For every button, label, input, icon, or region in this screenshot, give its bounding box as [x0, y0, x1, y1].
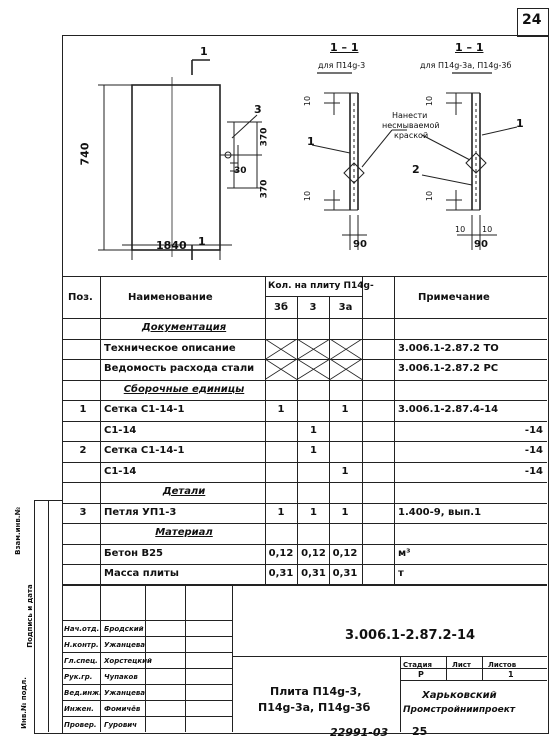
sheets-label: Листов	[488, 661, 517, 669]
table-cell-note: 1.400-9, вып.1	[398, 506, 482, 518]
table-cell-name: Детали	[162, 486, 206, 497]
table-cell-q3: 1	[341, 404, 349, 415]
side-stamp-div	[48, 500, 49, 732]
table-row-line	[62, 482, 547, 483]
table-row-line	[62, 441, 547, 442]
table-cell-note: -14	[524, 445, 543, 456]
table-cell-q3: 0,31	[332, 568, 358, 579]
dim-90-a: 90	[353, 239, 367, 250]
crossed-out-cells	[265, 359, 362, 380]
dim-height: 740	[78, 142, 92, 166]
dim-10-d: 10	[425, 190, 435, 202]
table-cell-q3: 0,12	[332, 547, 358, 559]
title-line1: Плита П14g-3,	[270, 685, 362, 698]
footer-inventory: 22991-03	[330, 726, 389, 739]
table-cell-name: Материал	[155, 527, 213, 538]
marking-note-1: Нанести	[392, 111, 428, 120]
table-cell-name: Техническое описание	[104, 342, 236, 354]
table-cell-q2: 1	[310, 506, 317, 518]
section1-title: 1 – 1	[330, 41, 359, 54]
dim-10-f: 10	[482, 225, 493, 234]
dim-lower: 370	[259, 179, 270, 199]
table-head-bottom	[62, 318, 547, 319]
callout-2: 2	[412, 163, 420, 176]
col-pos	[100, 276, 101, 584]
table-cell-name: Петля УП1-3	[104, 506, 177, 518]
table-cell-note: 3.006.1-2.87.4-14	[398, 404, 499, 415]
table-cell-name: Сетка С1-14-1	[104, 445, 185, 456]
table-cell-name: Сборочные единицы	[123, 383, 245, 395]
table-cell-name: С1-14	[104, 424, 137, 436]
head-qty-3: 3	[309, 302, 317, 313]
page-number: 24	[522, 12, 542, 28]
head-qty-3a: 3а	[338, 302, 353, 313]
col-name	[265, 276, 266, 584]
staff-role: Вед.инж.	[64, 689, 102, 697]
tb-col-role	[100, 584, 101, 732]
staff-role: Рук.гр.	[64, 673, 93, 681]
table-cell-name: Сетка С1-14-1	[104, 404, 185, 415]
title-line2: П14g-3а, П14g-3б	[258, 701, 371, 714]
head-qty: Кол. на плиту П14g-	[268, 281, 374, 291]
org-line2: Промстройниипроект	[403, 705, 516, 715]
head-note: Примечание	[418, 292, 490, 303]
stage-label: Стадия	[403, 661, 432, 669]
staff-role: Провер.	[64, 721, 97, 729]
dim-small: 30	[234, 166, 247, 176]
table-cell-note: 3.006.1-2.87.2 РС	[398, 363, 499, 374]
staff-role: Н.контр.	[64, 641, 99, 649]
sheet-label: Лист	[452, 661, 471, 669]
section-marker-top: 1	[200, 45, 208, 58]
table-cell-q1: 0,31	[268, 568, 294, 579]
staff-name: Чупаков	[104, 673, 138, 681]
table-cell-note: -14	[524, 424, 543, 436]
callout-1a: 1	[307, 135, 315, 148]
org-line1: Харьковский	[422, 690, 497, 701]
crossed-out-cells	[265, 339, 362, 360]
dim-90-b: 90	[474, 239, 488, 250]
staff-row-line	[62, 652, 232, 653]
table-cell-name: Бетон В25	[104, 547, 163, 559]
tb-col-sign	[185, 584, 186, 732]
tb-col-main	[232, 584, 233, 732]
section-marker-bottom: 1	[198, 235, 206, 248]
table-row-line	[62, 544, 547, 545]
staff-name: Гурович	[104, 721, 137, 729]
table-cell-q1: 1	[277, 404, 285, 415]
callout-1b: 1	[516, 117, 524, 130]
sheets-value: 1	[508, 670, 514, 679]
col-q3	[362, 276, 363, 584]
side-replace-inv: Взам.инв.№	[13, 507, 22, 555]
table-cell-pos: 2	[79, 445, 87, 456]
table-cell-name: Ведомость расхода стали	[104, 363, 255, 374]
table-row-line	[62, 523, 547, 524]
table-cell-q2: 0,31	[301, 568, 326, 579]
table-row-line	[62, 462, 547, 463]
staff-role: Гл.спец.	[64, 657, 98, 665]
dim-width: 1840	[156, 239, 187, 252]
table-cell-note: 3.006.1-2.87.2 ТО	[398, 342, 499, 354]
tb-col-sheets	[482, 656, 483, 680]
table-cell-q2: 1	[310, 445, 317, 456]
table-cell-q2: 1	[310, 424, 317, 436]
table-row-line	[62, 503, 547, 504]
dim-10-b: 10	[303, 190, 313, 202]
dim-10-c: 10	[425, 95, 435, 107]
tb-designation-bottom	[232, 656, 547, 657]
staff-name: Ужанцева	[104, 641, 146, 649]
staff-row-line	[62, 636, 232, 637]
table-cell-pos: 3	[79, 506, 87, 518]
dim-10-a: 10	[303, 95, 313, 107]
table-head-mid	[265, 296, 362, 297]
table-row-line	[62, 400, 547, 401]
table-cell-name: Масса плиты	[104, 568, 179, 579]
table-cell-q3: 1	[341, 465, 349, 477]
table-cell-name: С1-14	[104, 465, 137, 477]
table-row-line	[62, 564, 547, 565]
staff-name: Ужанцева	[104, 689, 146, 697]
table-cell-note: м³	[398, 547, 411, 559]
marking-note-2: несмываемой	[382, 121, 440, 130]
callout-3: 3	[254, 103, 262, 116]
designation: 3.006.1-2.87.2-14	[345, 628, 476, 643]
table-cell-q3: 1	[341, 506, 349, 518]
table-cell-q2: 0,12	[301, 547, 326, 559]
side-inv: Инв.№ подл.	[19, 677, 28, 729]
dim-10-e: 10	[455, 225, 466, 234]
staff-row-line	[62, 684, 232, 685]
staff-role: Нач.отд.	[64, 625, 100, 633]
staff-row-line	[62, 668, 232, 669]
tb-col-sheet	[446, 656, 447, 680]
section1-subtitle: для П14g-3	[318, 61, 366, 70]
col-blank	[394, 276, 395, 584]
staff-name: Бродский	[104, 625, 144, 633]
table-top-line	[62, 276, 547, 277]
table-cell-pos: 1	[79, 404, 87, 415]
side-sign-date: Подпись и дата	[25, 584, 34, 648]
stage-value: Р	[418, 670, 424, 679]
table-cell-note: -14	[524, 465, 543, 477]
footer-page: 25	[412, 725, 428, 738]
table-row-line	[62, 421, 547, 422]
head-name: Наименование	[128, 292, 213, 303]
staff-name: Хорстецкий	[104, 657, 152, 665]
staff-role: Инжен.	[64, 705, 94, 713]
titleblock-top	[62, 584, 547, 585]
table-cell-q1: 1	[277, 506, 285, 518]
head-pos: Поз.	[68, 292, 93, 303]
section2-subtitle: для П14g-3а, П14g-3б	[420, 61, 512, 70]
staff-row-line	[62, 700, 232, 701]
section2-title: 1 – 1	[455, 41, 484, 54]
staff-name: Фомичёв	[104, 705, 141, 713]
staff-row-line	[62, 716, 232, 717]
table-cell-note: т	[398, 568, 404, 579]
table-row-line	[62, 380, 547, 381]
marking-note-3: краской	[394, 131, 429, 140]
staff-row-line	[62, 620, 232, 621]
head-qty-3b: 3б	[274, 302, 288, 313]
table-cell-name: Документация	[141, 322, 227, 333]
table-cell-q1: 0,12	[268, 547, 294, 559]
dim-upper: 370	[259, 127, 270, 147]
